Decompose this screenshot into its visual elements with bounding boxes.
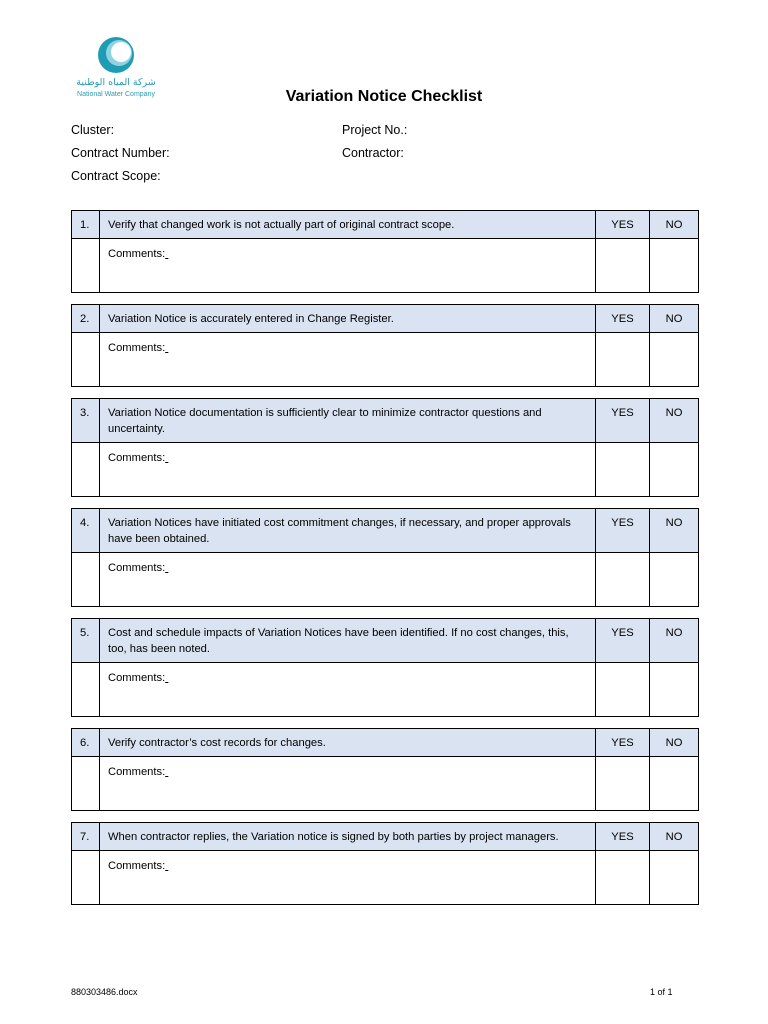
checklist-question-row — [72, 509, 699, 553]
checklist-comment-row — [72, 851, 699, 905]
comment-number-cell — [72, 333, 100, 387]
row-spacer-cell — [72, 607, 699, 619]
no-option[interactable]: NO — [650, 211, 699, 239]
checklist-comment-row — [72, 443, 699, 497]
no-option[interactable]: NO — [650, 305, 699, 333]
item-number: 5. — [72, 619, 100, 663]
item-number: 6. — [72, 729, 100, 757]
comments-label: Comments: — [108, 342, 166, 354]
no-answer-cell[interactable] — [650, 851, 699, 905]
comment-input-underline[interactable] — [165, 248, 168, 260]
row-spacer-cell — [72, 717, 699, 729]
logo-english-text: National Water Company — [77, 91, 155, 98]
row-spacer — [72, 387, 699, 399]
cluster-label: Cluster: — [71, 123, 115, 137]
comment-input-underline[interactable] — [165, 860, 168, 872]
comment-field[interactable] — [100, 663, 596, 717]
contract-scope-label: Contract Scope: — [71, 169, 161, 183]
checklist-comment-row — [72, 663, 699, 717]
item-question: Variation Notices have initiated cost commitment changes, if necessary, and proper approvals have been obtained. — [100, 509, 596, 553]
no-option[interactable]: NO — [650, 399, 699, 443]
checklist-question-row — [72, 399, 699, 443]
comment-input-underline[interactable] — [165, 562, 168, 574]
comments-label: Comments: — [108, 860, 166, 872]
yes-option[interactable]: YES — [596, 619, 650, 663]
comments-label: Comments: — [108, 672, 166, 684]
item-question: Variation Notice is accurately entered in Change Register. — [100, 305, 596, 333]
comments-label: Comments: — [108, 452, 166, 464]
comments-label: Comments: — [108, 766, 166, 778]
yes-answer-cell[interactable] — [596, 757, 650, 811]
checklist-comment-row — [72, 553, 699, 607]
checklist-question-row — [72, 305, 699, 333]
row-spacer — [72, 717, 699, 729]
comment-field[interactable] — [100, 239, 596, 293]
comment-field[interactable] — [100, 443, 596, 497]
no-answer-cell[interactable] — [650, 757, 699, 811]
row-spacer — [72, 811, 699, 823]
comment-input-underline[interactable] — [165, 672, 168, 684]
row-spacer-cell — [72, 387, 699, 399]
item-question: Variation Notice documentation is sufficiently clear to minimize contractor questions and uncertainty. — [100, 399, 596, 443]
checklist-comment-row — [72, 333, 699, 387]
footer-filename: 880303486.docx — [71, 987, 138, 997]
logo-arabic-text: شركة المياه الوطنية — [76, 77, 156, 88]
yes-option[interactable]: YES — [596, 729, 650, 757]
checklist-table — [71, 210, 699, 905]
comment-number-cell — [72, 757, 100, 811]
row-spacer-cell — [72, 293, 699, 305]
comment-number-cell — [72, 443, 100, 497]
no-option[interactable]: NO — [650, 729, 699, 757]
checklist-question-row — [72, 211, 699, 239]
checklist-comment-row — [72, 757, 699, 811]
item-question: Verify that changed work is not actually part of original contract scope. — [100, 211, 596, 239]
comment-field[interactable] — [100, 553, 596, 607]
yes-answer-cell[interactable] — [596, 333, 650, 387]
item-number: 1. — [72, 211, 100, 239]
comment-input-underline[interactable] — [165, 766, 168, 778]
no-option[interactable]: NO — [650, 619, 699, 663]
checklist-comment-row — [72, 239, 699, 293]
yes-answer-cell[interactable] — [596, 553, 650, 607]
yes-option[interactable]: YES — [596, 399, 650, 443]
contract-number-label: Contract Number: — [71, 146, 170, 160]
item-question: Cost and schedule impacts of Variation Notices have been identified. If no cost changes, this, too, has been noted. — [100, 619, 596, 663]
row-spacer — [72, 293, 699, 305]
no-answer-cell[interactable] — [650, 333, 699, 387]
yes-option[interactable]: YES — [596, 509, 650, 553]
contractor-label: Contractor: — [342, 146, 404, 160]
comment-number-cell — [72, 553, 100, 607]
item-number: 4. — [72, 509, 100, 553]
yes-answer-cell[interactable] — [596, 663, 650, 717]
comment-input-underline[interactable] — [165, 452, 168, 464]
item-number: 2. — [72, 305, 100, 333]
comment-field[interactable] — [100, 757, 596, 811]
comment-field[interactable] — [100, 851, 596, 905]
no-answer-cell[interactable] — [650, 239, 699, 293]
checklist-question-row — [72, 823, 699, 851]
checklist-question-row — [72, 729, 699, 757]
project-no-label: Project No.: — [342, 123, 408, 137]
yes-option[interactable]: YES — [596, 211, 650, 239]
no-answer-cell[interactable] — [650, 553, 699, 607]
yes-option[interactable]: YES — [596, 823, 650, 851]
comment-number-cell — [72, 663, 100, 717]
row-spacer — [72, 497, 699, 509]
comment-input-underline[interactable] — [165, 342, 168, 354]
comments-label: Comments: — [108, 248, 166, 260]
comments-label: Comments: — [108, 562, 166, 574]
item-number: 7. — [72, 823, 100, 851]
no-option[interactable]: NO — [650, 823, 699, 851]
comment-number-cell — [72, 239, 100, 293]
yes-answer-cell[interactable] — [596, 239, 650, 293]
comment-field[interactable] — [100, 333, 596, 387]
page-title: Variation Notice Checklist — [285, 88, 483, 105]
item-number: 3. — [72, 399, 100, 443]
no-option[interactable]: NO — [650, 509, 699, 553]
yes-answer-cell[interactable] — [596, 443, 650, 497]
row-spacer — [72, 607, 699, 619]
water-drop-logo-icon — [97, 36, 135, 74]
no-answer-cell[interactable] — [650, 663, 699, 717]
row-spacer-cell — [72, 497, 699, 509]
item-question: When contractor replies, the Variation notice is signed by both parties by project managers. — [100, 823, 596, 851]
no-answer-cell[interactable] — [650, 443, 699, 497]
row-spacer-cell — [72, 811, 699, 823]
comment-number-cell — [72, 851, 100, 905]
item-question: Verify contractor’s cost records for changes. — [100, 729, 596, 757]
footer-page-number: 1 of 1 — [650, 987, 673, 997]
yes-option[interactable]: YES — [596, 305, 650, 333]
checklist-question-row — [72, 619, 699, 663]
yes-answer-cell[interactable] — [596, 851, 650, 905]
